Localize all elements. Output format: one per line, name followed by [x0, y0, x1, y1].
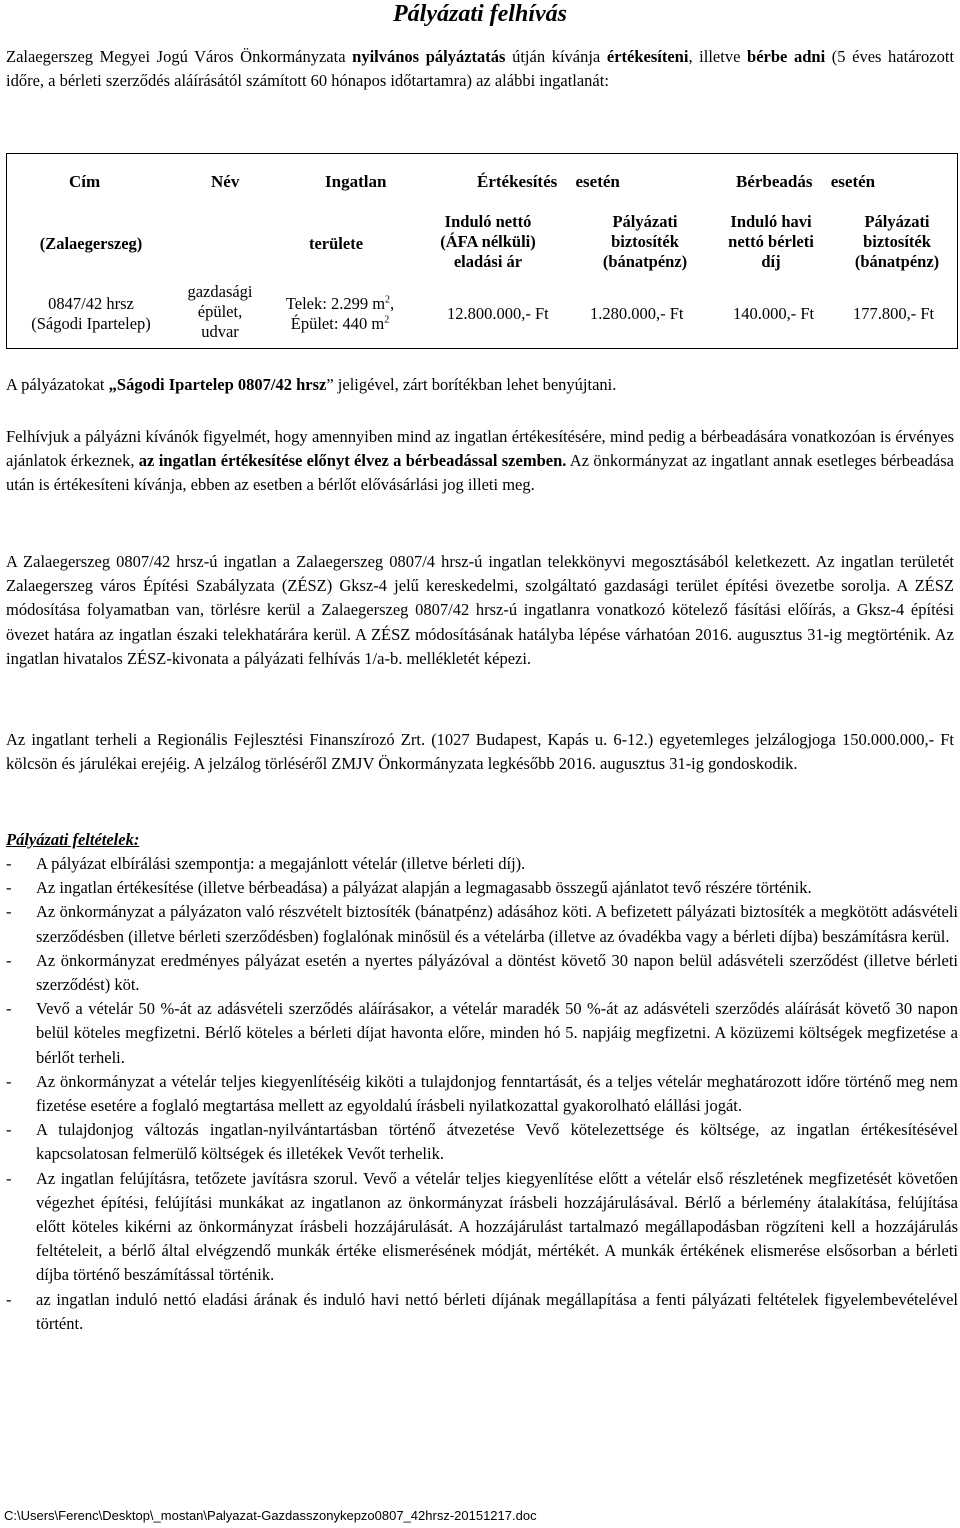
subheader-zalaegerszeg: (Zalaegerszeg) [39, 234, 143, 253]
cell-terulet: Telek: 2.299 $m^2$, Épület: 440 $m^2$ [285, 294, 395, 333]
intro-paragraph: Zalaegerszeg Megyei Jogú Város Önkormányzata nyilvános pályáztatás útján kívánja értékesíteni, illetve bérbe adni (5 éves határozott időre, a bérleti szerződés aláírásától számított 60 hónapos időtartamra) az alábbi ingatlanát: [6, 47, 955, 91]
header-ertekesites: Értékesítés esetén [477, 172, 620, 191]
subheader-terulete: területe [308, 234, 364, 253]
cell-eladasi-ar: 12.800.000,- Ft [447, 304, 549, 323]
page-title: Pályázati felhívás [393, 1, 567, 27]
paragraph-mortgage: Az ingatlant terheli a Regionális Fejlesztési Finanszírozó Zrt. (1027 Budapest, Kapás u. 6-12.) egyetemleges jelzálogjoga 150.000.000,- Ft kölcsön és járulékai erejéig. A jelzálog törléséről ZMJV Önkormányzata legkésőbb 2016. augusztus 31-ig gondoskodik. [6, 730, 954, 774]
list-item: - Az önkormányzat a pályázaton való részvételt biztosíték (bánatpénz) adásához köti. A befizetett pályázati biztosíték a megkötött adásvételi szerződésben (illetve bérleti szerződésben) foglalónak minősül és a vételárba (illetve az óvadékba vagy a bérleti díjba) beszámításra kerül. [6, 902, 958, 946]
list-item: - Az ingatlan felújításra, tetőzete javításra szorul. Vevő a vételár teljes kiegyenlítése előtt a vételár első részletének megfizetését követően végezhet építési, felújítási munkákat az ingatlanon az önkormányzat írásbeli hozzájárulásával. Bérlő a bérlemény átalakítása, felújítása előtt köteles kikérni az önkormányzat írásbeli hozzájárulását. A hozzájárulást tartalmazó megállapodásban rögzíteni kell a hozzájárulás feltételeit, a bérlő által elvégzendő munkák értéke elismerésének módját, mértékét. A munkák értékének elismerése elsősorban a bérleti díjba történő beszámítással történik. [6, 1168, 958, 1285]
property-table [6, 153, 958, 349]
file-path-footer: C:\Users\Ferenc\Desktop\_mostan\Palyazat-Gazdasszonykepzo0807_42hrsz-20151217.doc [4, 1508, 537, 1523]
cell-biztositek-1: 1.280.000,- Ft [590, 304, 684, 323]
cell-biztositek-2: 177.800,- Ft [853, 304, 935, 323]
conditions-heading: Pályázati feltételek: [6, 830, 140, 849]
header-berbeadas: Bérbeadás esetén [736, 172, 876, 191]
list-item: - A pályázat elbírálási szempontja: a megajánlott vételár (illetve bérleti díj). [6, 854, 526, 873]
header-cim: Cím [69, 172, 101, 191]
list-item: - Az önkormányzat a vételár teljes kiegyenlítéséig kiköti a tulajdonjog fenntartását, és a teljes vételár meghatározott időre történő meg nem fizetése esetére a foglaló megtartása mellett az egyoldalú írásbeli nyilatkozattal gyakorolható elállási jogát. [6, 1071, 958, 1116]
subheader-indulo-havi: Induló havi nettó bérleti díj [728, 212, 814, 271]
header-ingatlan: Ingatlan [325, 172, 387, 191]
list-item: - Vevő a vételár 50 %-át az adásvételi szerződés aláírásakor, a vételár maradék 50 %-át az adásvételi szerződés aláírását követő 30 napon belül köteles megfizetni. Bérlő köteles a bérleti díjat havonta előre, minden hó 5. napjáig megfizetni. A közüzemi költségek megfizetése a bérlőt terheli. [6, 999, 958, 1067]
list-item: - Az ingatlan értékesítése (illetve bérbeadása) a pályázat alapján a legmagasabb összegű ajánlatot tevő részére történik. [6, 878, 812, 898]
cell-berleti-dij: 140.000,- Ft [733, 304, 815, 323]
conditions-list [6, 852, 958, 1336]
cell-nev: gazdasági épület, udvar [187, 282, 253, 341]
subheader-indulo-netto: Induló nettó (ÁFA nélküli) eladási ár [440, 212, 536, 271]
header-nev: Név [211, 172, 240, 191]
cell-cim: 0847/42 hrsz (Ságodi Ipartelep) [31, 294, 151, 333]
list-item: - az ingatlan induló nettó eladási árának és induló havi nettó bérleti díjának megállapítása a fenti pályázati feltételek figyelembevételével történt. [6, 1289, 958, 1333]
submission-note: A pályázatokat „Ságodi Ipartelep 0807/42 hrsz” jeligével, zárt borítékban lehet benyújtani. [6, 375, 617, 394]
paragraph-zesz: A Zalaegerszeg 0807/42 hrsz-ú ingatlan a Zalaegerszeg 0807/4 hrsz-ú ingatlan telekkönyvi megosztásából keletkezett. Az ingatlan területét Zalaegerszeg város Építési Szabályzata (ZÉSZ) Gksz-4 jelű kereskedelmi, szolgáltató gazdasági terület építési övezetbe sorolja. A ZÉSZ módosítása folyamatban van, törlésre kerül a Zalaegerszeg 0807/42 hrsz-ú ingatlanra vonatkozó kötelező fásítási előírás, a Gksz-4 építési övezet határa az ingatlan északi telekhatárára kerül. A ZÉSZ módosításának hatályba lépése várhatóan 2016. augusztus 31-ig megtörténik. Az ingatlan hivatalos ZÉSZ-kivonata a pályázati felhívás 1/a-b. mellékletét képezi. [6, 552, 954, 668]
subheader-biztositek-1: Pályázati biztosíték (bánatpénz) [602, 212, 688, 271]
list-item: - Az önkormányzat eredményes pályázat esetén a nyertes pályázóval a döntést követő 30 napon belül adásvételi szerződést (illetve bérleti szerződést) köt. [6, 950, 958, 995]
list-item: - A tulajdonjog változás ingatlan-nyilvántartásban történő átvezetése Vevő kötelezettsége és költsége, az ingatlan értékesítésével kapcsolatosan felmerülő költségek és illetékek Vevőt terhelik. [6, 1120, 958, 1164]
paragraph-notice: Felhívjuk a pályázni kívánók figyelmét, hogy amennyiben mind az ingatlan értékesítésére, mind pedig a bérbeadására vonatkozóan is érvényes ajánlatok érkeznek, az ingatlan értékesítése előnyt élvez a bérbeadással szemben. Az önkormányzat az ingatlant annak esetleges bérbeadása után is értékesíteni kívánja, ebben az esetben a bérlőt elővásárlási jog illeti meg. [6, 427, 955, 495]
subheader-biztositek-2: Pályázati biztosíték (bánatpénz) [854, 212, 940, 271]
